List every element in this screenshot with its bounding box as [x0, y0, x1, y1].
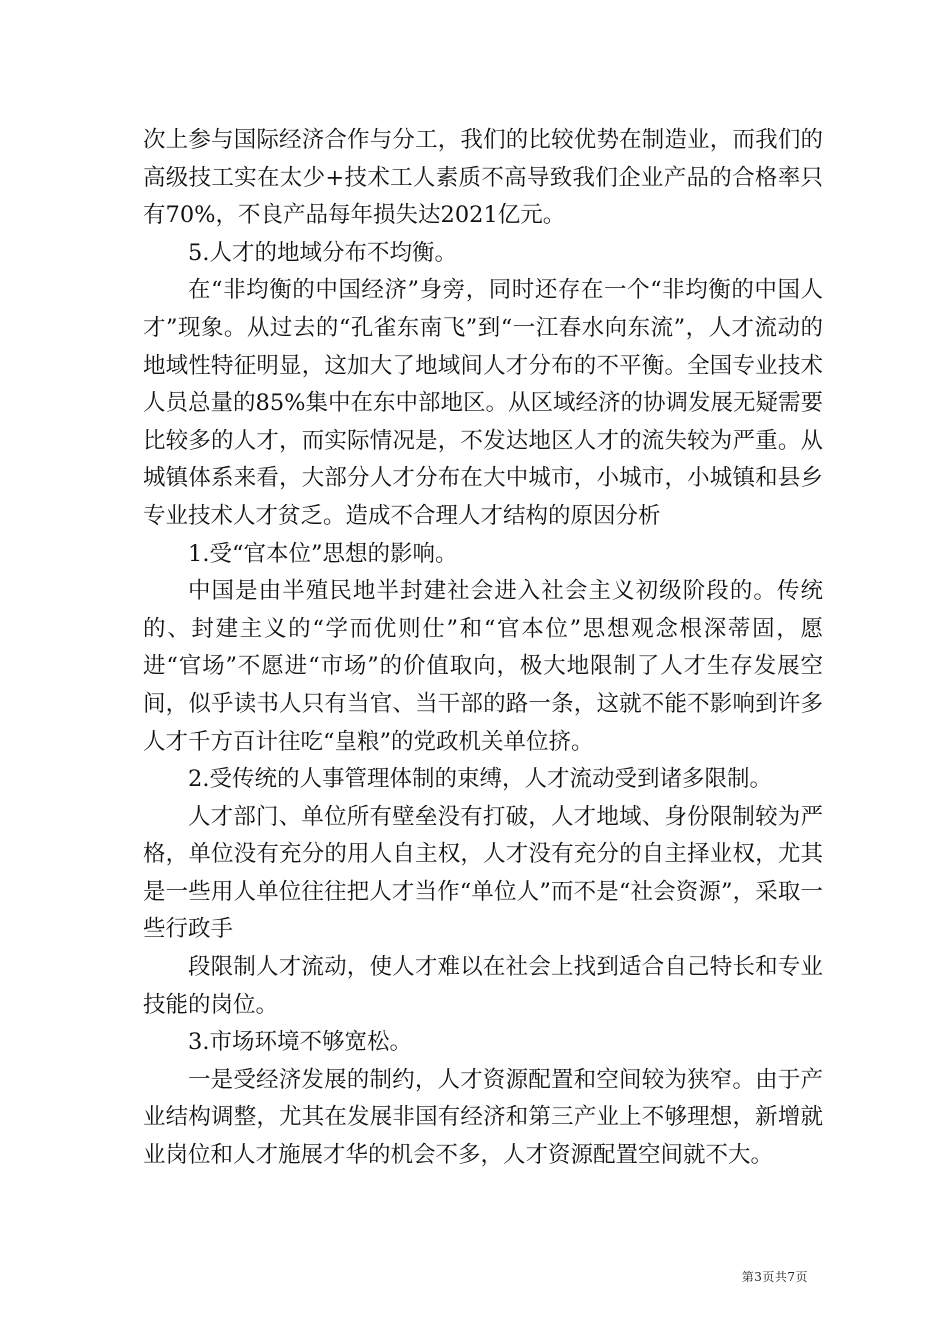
paragraph-3: 中国是由半殖民地半封建社会进入社会主义初级阶段的。传统的、封建主义的“学而优则仕”和“官本位”思想观念根深蒂固，愿进“官场”不愿进“市场”的价值取向，极大地限制了人才生存发展空间，似乎读书人只有当官、当干部的路一条，这就不能不影响到许多人才千方百计往吃“皇粮”的党政机关单位挤。	[143, 578, 823, 755]
paragraph-2: 在“非均衡的中国经济”身旁，同时还存在一个“非均衡的中国人才”现象。从过去的“孔雀东南飞”到“一江春水向东流”，人才流动的地域性特征明显，这加大了地域间人才分布的不平衡。全国专业技术人员总量的85%集中在东中部地区。从区域经济的协调发展无疑需要比较多的人才，而实际情况是，不发达地区人才的流失较为严重。从城镇体系来看，大部分人才分布在大中城市，小城市，小城镇和县乡专业技术人才贫乏。造成不合理人才结构的原因分析	[143, 277, 824, 529]
page-number: 第3页共7页	[741, 1270, 808, 1284]
document-body	[143, 122, 823, 1175]
paragraph-6: 一是受经济发展的制约，人才资源配置和空间较为狭窄。由于产业结构调整，尤其在发展非国有经济和第三产业上不够理想，新增就业岗位和人才施展才华的机会不多，人才资源配置空间就不大。	[143, 1066, 823, 1169]
paragraph-1: 次上参与国际经济合作与分工，我们的比较优势在制造业，而我们的高级技工实在太少+技术工人素质不高导致我们企业产品的合格率只有70%，不良产品每年损失达2021亿元。	[143, 127, 823, 229]
heading-5: 5.人才的地域分布不均衡。	[188, 239, 457, 266]
paragraph-5: 段限制人才流动，使人才难以在社会上找到适合自己特长和专业技能的岗位。	[143, 954, 823, 1018]
heading-2: 2.受传统的人事管理体制的束缚，人才流动受到诸多限制。	[188, 766, 772, 793]
heading-3: 3.市场环境不够宽松。	[188, 1029, 412, 1056]
heading-1: 1.受“官本位”思想的影响。	[188, 540, 458, 567]
paragraph-4: 人才部门、单位所有壁垒没有打破，人才地域、身份限制较为严格，单位没有充分的用人自主权，人才没有充分的自主择业权，尤其是一些用人单位往往把人才当作“单位人”而不是“社会资源”，采取一些行政手	[143, 803, 823, 943]
